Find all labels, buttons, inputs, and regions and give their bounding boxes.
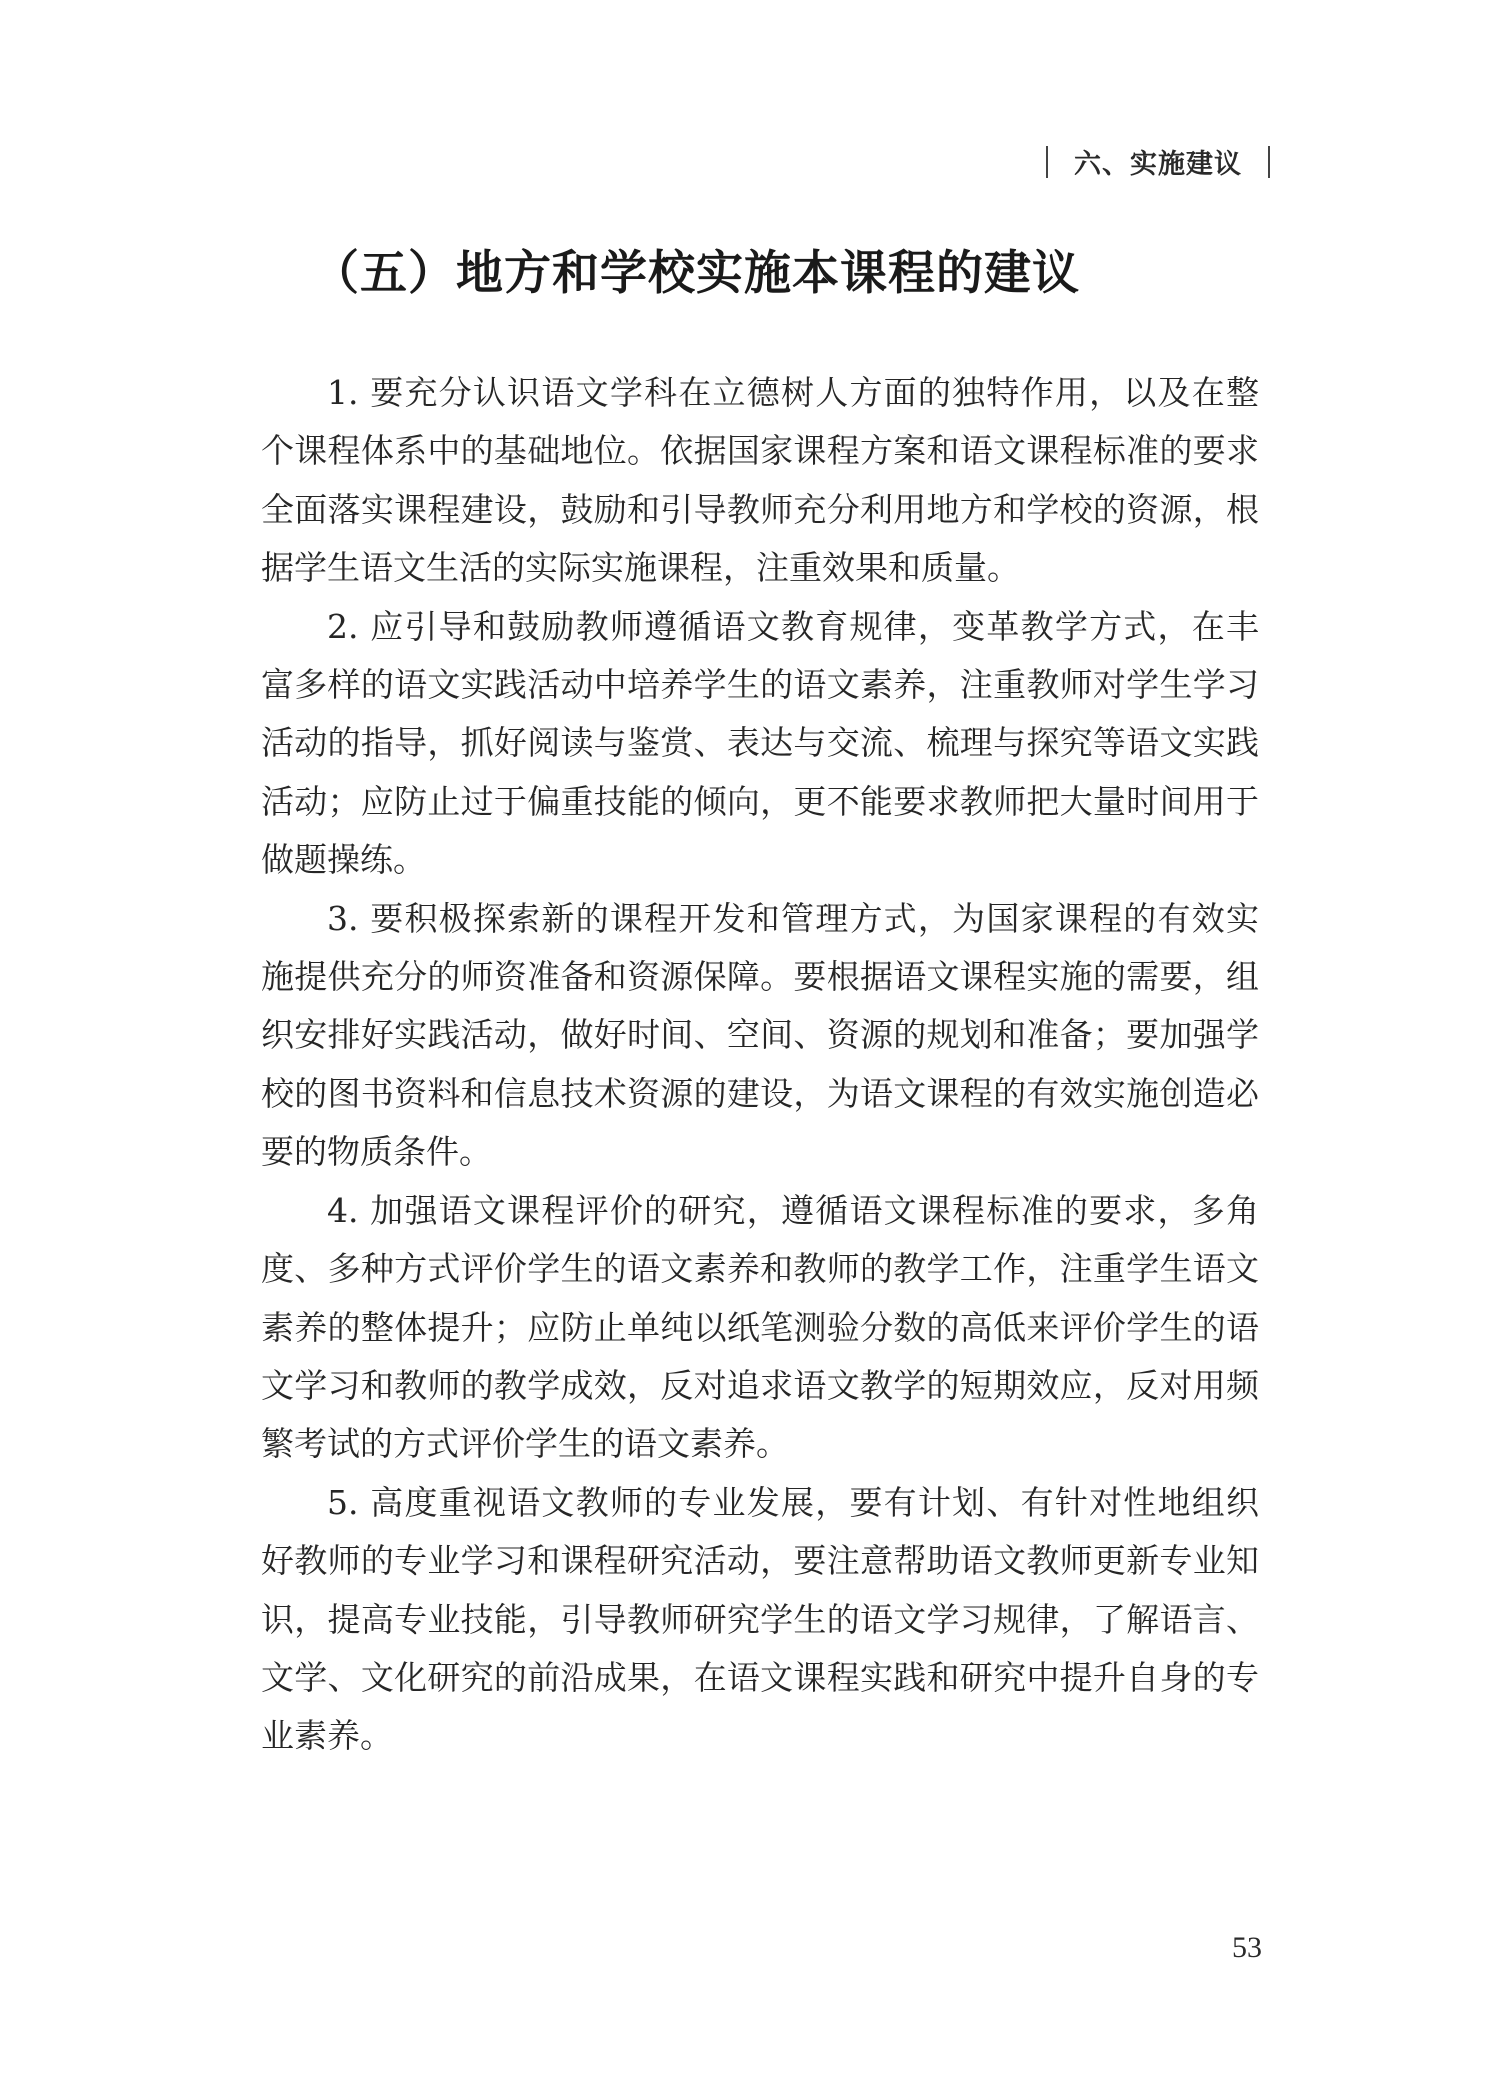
paragraph-1: 1. 要充分认识语文学科在立德树人方面的独特作用，以及在整个课程体系中的基础地位。依据国家课程方案和语文课程标准的要求全面落实课程建设，鼓励和引导教师充分利用地方和学校的资源，根据学生语文生活的实际实施课程，注重效果和质量。 <box>261 373 1259 588</box>
body-text <box>261 364 1259 1766</box>
section-title: （五）地方和学校实施本课程的建议 <box>312 246 1080 301</box>
paragraph-5: 5. 高度重视语文教师的专业发展，要有计划、有针对性地组织好教师的专业学习和课程研究活动，要注意帮助语文教师更新专业知识，提高专业技能，引导教师研究学生的语文学习规律，了解语言、文学、文化研究的前沿成果，在语文课程实践和研究中提升自身的专业素养。 <box>261 1482 1259 1756</box>
header-divider-left <box>1046 146 1048 178</box>
running-header-title: 六、实施建议 <box>1074 149 1242 180</box>
paragraph-4: 4. 加强语文课程评价的研究，遵循语文课程标准的要求，多角度、多种方式评价学生的语文素养和教师的教学工作，注重学生语文素养的整体提升；应防止单纯以纸笔测验分数的高低来评价学生的语文学习和教师的教学成效，反对追求语文教学的短期效应，反对用频繁考试的方式评价学生的语文素养。 <box>261 1190 1259 1464</box>
page-number: 53 <box>1232 1931 1262 1964</box>
paragraph-3: 3. 要积极探索新的课程开发和管理方式，为国家课程的有效实施提供充分的师资准备和资源保障。要根据语文课程实施的需要，组织安排好实践活动，做好时间、空间、资源的规划和准备；要加强学校的图书资料和信息技术资源的建设，为语文课程的有效实施创造必要的物质条件。 <box>261 898 1259 1172</box>
running-header <box>1020 142 1270 181</box>
paragraph-2: 2. 应引导和鼓励教师遵循语文教育规律，变革教学方式，在丰富多样的语文实践活动中培养学生的语文素养，注重教师对学生学习活动的指导，抓好阅读与鉴赏、表达与交流、梳理与探究等语文实践活动；应防止过于偏重技能的倾向，更不能要求教师把大量时间用于做题操练。 <box>261 606 1259 880</box>
header-divider-right <box>1268 146 1270 178</box>
